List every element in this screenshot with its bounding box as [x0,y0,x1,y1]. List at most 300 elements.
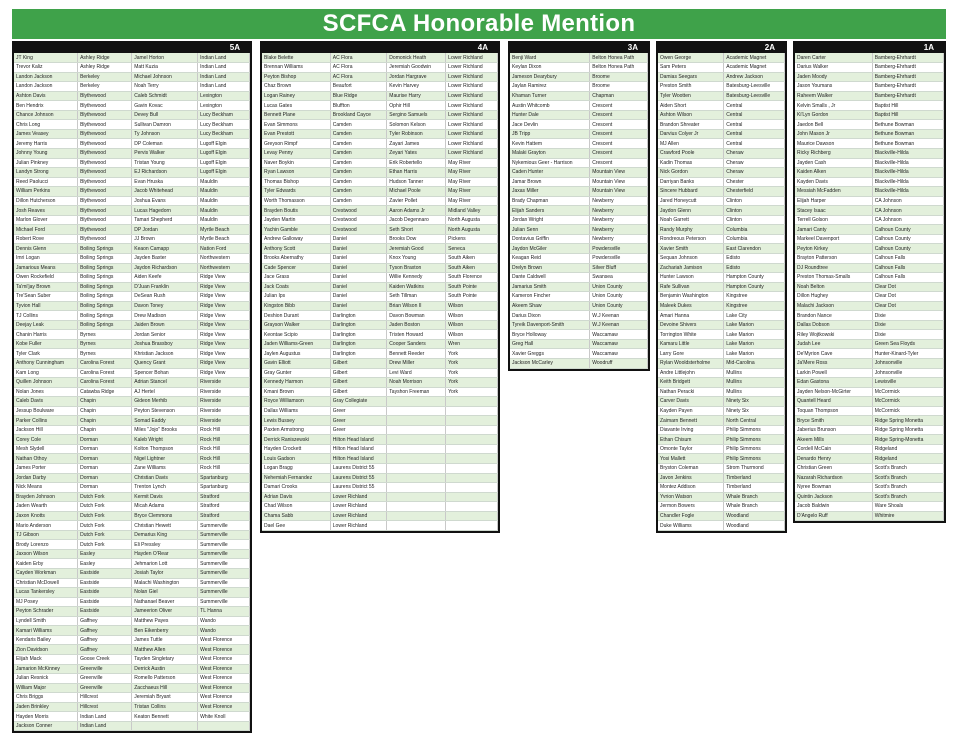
school-name-cell: Blackville-Hilda [872,187,943,197]
table-row [658,359,785,369]
table-row [510,148,648,158]
table-row [795,464,944,474]
school-name-cell: Ridge View [198,330,250,340]
table-row [658,244,785,254]
player-name-cell: Jamarious Means [14,263,78,273]
player-name-cell: Jaden Brinkley [14,702,78,712]
player-name-cell: Reed Paolucci [14,177,78,187]
player-name-cell: Keith Bridgett [658,378,724,388]
table-row [14,597,250,607]
school-name-cell: Pickens [446,234,498,244]
school-name-cell: Daniel [330,282,387,292]
school-name-cell: Summerville [198,530,250,540]
player-name-cell: Derrick Raniszewski [262,435,330,445]
school-name-cell: May River [446,168,498,178]
table-row [795,473,944,483]
player-name-cell: Chris Briggs [14,693,78,703]
school-name-cell: Laurens District 55 [330,483,387,493]
school-name-cell: Calhoun County [872,225,943,235]
school-name-cell: Boiling Springs [78,244,132,254]
table-row [510,339,648,349]
player-name-cell: Tyreik Davenport-Smith [510,320,590,330]
table-row [510,72,648,82]
player-name-cell: Denardo Henry [795,454,872,464]
school-name-cell: Daniel [330,301,387,311]
school-name-cell: Ninety Six [724,397,785,407]
player-name-cell: Aiden Keefe [132,273,198,283]
player-name-cell: Corey Cole [14,435,78,445]
table-row [14,91,250,101]
player-name-cell: Jamari Canty [795,225,872,235]
table-row [262,273,498,283]
player-name-cell: Jared Honeycutt [658,196,724,206]
player-name-cell: Tyler Wootten [658,91,724,101]
table-row [795,483,944,493]
school-name-cell: Summerville [198,588,250,598]
player-name-cell: Adrian Stancel [132,378,198,388]
player-name-cell: Zeyari Yates [387,148,446,158]
school-name-cell: Philip Simmons [724,425,785,435]
school-name-cell: Berkeley [78,82,132,92]
player-name-cell: John Mason Jr [795,129,872,139]
school-name-cell: Carolina Forest [78,368,132,378]
player-name-cell: Tristen Howard [387,330,446,340]
school-name-cell: Boiling Springs [78,292,132,302]
table-row [14,139,250,149]
player-name-cell: Khaman Turner [510,91,590,101]
player-name-cell: Sincere Hubbard [658,187,724,197]
school-name-cell: Academic Magnet [724,53,785,63]
school-name-cell: Lower Richland [446,148,498,158]
school-name-cell: Dorman [78,483,132,493]
player-name-cell: Dante Caldwell [510,273,590,283]
table-row [795,416,944,426]
school-name-cell: Bethune Bowman [872,120,943,130]
player-name-cell: Drew Miller [387,359,446,369]
player-name-cell: Quillen Johnson [14,378,78,388]
player-name-cell: Romello Patterson [132,674,198,684]
table-row [795,253,944,263]
player-name-cell: Jaylen Augustus [262,349,330,359]
player-name-cell: Zion Davidson [14,645,78,655]
player-name-cell: Logan Bragg [262,464,330,474]
player-name-cell: Hunter Dale [510,110,590,120]
player-name-cell: Kendaris Bailey [14,635,78,645]
school-name-cell: Northwestern [198,253,250,263]
table-row [14,530,250,540]
school-name-cell: Philip Simmons [724,454,785,464]
player-name-cell: DP Coleman [132,139,198,149]
player-name-cell: Jordan Senior [132,330,198,340]
table-row [14,664,250,674]
table-row [795,101,944,111]
table-row [658,416,785,426]
school-name-cell: Lower Richland [330,502,387,512]
player-name-cell: Brennan Williams [262,63,330,73]
school-name-cell: Calhoun Falls [872,263,943,273]
school-name-cell: Green Sea Floyds [872,339,943,349]
school-name-cell: Edisto [724,253,785,263]
school-name-cell: Union County [590,301,648,311]
school-name-cell: South Aiken [446,253,498,263]
player-name-cell: Jacob Baldwin [795,502,872,512]
player-name-cell: Xavier Greggs [510,349,590,359]
table-row [14,330,250,340]
table-row [14,148,250,158]
player-name-cell: Quintin Jackson [795,492,872,502]
division-1a-column [793,41,946,523]
player-name-cell: Darius Walker [795,63,872,73]
table-row [262,320,498,330]
player-name-cell: Nazarah Richardson [795,473,872,483]
school-name-cell: Hampton County [724,273,785,283]
player-name-cell: Messiah McFadden [795,187,872,197]
school-name-cell: Newberry [590,225,648,235]
table-row [658,273,785,283]
table-row [795,225,944,235]
table-row [14,158,250,168]
player-name-cell: Nykemious Geer - Harrison [510,158,590,168]
player-name-cell: Jordan Hargrave [387,72,446,82]
player-name-cell [387,492,446,502]
player-name-cell: Imri Logan [14,253,78,263]
player-name-cell [387,464,446,474]
player-name-cell: Peyton Kirkey [795,244,872,254]
table-row [658,521,785,531]
school-name-cell: York [446,387,498,397]
school-name-cell: Carolina Forest [78,378,132,388]
player-name-cell: Josh Reaves [14,206,78,216]
player-name-cell: Jaden Williams-Green [262,339,330,349]
player-name-cell: Eli Pressley [132,540,198,550]
table-row [14,253,250,263]
school-name-cell: Blythewood [78,139,132,149]
table-row [658,120,785,130]
school-name-cell: Riverside [198,378,250,388]
school-name-cell: Riverside [198,406,250,416]
player-name-cell: Nyree Bowman [795,483,872,493]
school-name-cell: Wilson [446,320,498,330]
school-name-cell: South Pointe [446,282,498,292]
school-name-cell: Clear Dot [872,301,943,311]
table-row [510,359,648,369]
player-name-cell: Julian Pinkney [14,158,78,168]
player-name-cell [387,444,446,454]
player-name-cell: Torrington White [658,330,724,340]
table-row [14,234,250,244]
school-name-cell: Wando [198,616,250,626]
school-name-cell: Lower Richland [446,63,498,73]
table-row [795,444,944,454]
player-name-cell: Amari Hanna [658,311,724,321]
table-row [262,129,498,139]
player-name-cell: Nathan Peracki [658,387,724,397]
player-name-cell [387,454,446,464]
school-name-cell: Mullins [724,387,785,397]
school-name-cell: Lower Richland [446,129,498,139]
table-row [795,215,944,225]
table-row [262,368,498,378]
school-name-cell: Clinton [724,215,785,225]
school-name-cell: Mullins [724,368,785,378]
player-name-cell: Ben Hendrix [14,101,78,111]
table-row [14,674,250,684]
table-row [14,559,250,569]
school-name-cell: Lewisville [872,378,943,388]
table-row [262,378,498,388]
table-row [658,215,785,225]
school-name-cell: Crescent [590,129,648,139]
school-name-cell: Whale Branch [724,502,785,512]
player-name-cell: Naver Boykin [262,158,330,168]
player-name-cell: Xavier Smith [658,244,724,254]
school-name-cell: May River [446,187,498,197]
table-row [795,368,944,378]
table-row [658,63,785,73]
table-row [14,387,250,397]
school-name-cell: Gilbert [330,359,387,369]
school-name-cell: AC Flora [330,53,387,63]
school-name-cell: Darlington [330,311,387,321]
player-name-cell: Nathanael Beaver [132,597,198,607]
player-name-cell: Jaden Moody [795,72,872,82]
player-name-cell: Markeel Davenport [795,234,872,244]
school-name-cell: Stratford [198,492,250,502]
school-name-cell: Mullins [724,378,785,388]
school-name-cell: Mauldin [198,206,250,216]
school-name-cell: Camden [330,158,387,168]
table-row [262,196,498,206]
player-name-cell: Andre Littlejohn [658,368,724,378]
player-name-cell: Ashton Wilson [658,110,724,120]
school-name-cell: West Florence [198,635,250,645]
school-name-cell: Belton Honea Path [590,63,648,73]
school-name-cell: Brookland Cayce [330,110,387,120]
school-name-cell: Mountain View [590,168,648,178]
player-name-cell: Dontavius Griffin [510,234,590,244]
school-name-cell: Camden [330,187,387,197]
player-name-cell: Jamel Horton [132,53,198,63]
school-name-cell: Ridge Spring-Monetta [872,435,943,445]
player-name-cell: Jaden Wearth [14,502,78,512]
table-row [510,120,648,130]
player-name-cell: Zacchaeus Hill [132,683,198,693]
player-name-cell: Jermon Bowers [658,502,724,512]
player-name-cell: Nolan Jones [14,387,78,397]
table-row [262,53,498,63]
table-row [510,139,648,149]
school-name-cell: Stratford [198,502,250,512]
school-name-cell: AC Flora [330,63,387,73]
school-name-cell: Clear Dot [872,282,943,292]
player-name-cell: Brayden Boutis [262,206,330,216]
table-row [262,330,498,340]
table-row [658,187,785,197]
table-row [262,483,498,493]
table-row [262,168,498,178]
table-row [14,616,250,626]
player-name-cell: Matthew Payes [132,616,198,626]
school-name-cell: Lake Marion [724,320,785,330]
player-name-cell: Benjamin Washington [658,292,724,302]
school-name-cell: Dutch Fork [78,521,132,531]
table-row [510,158,648,168]
school-name-cell: Ridge Spring Monetta [872,416,943,426]
table-row [262,225,498,235]
table-row [795,72,944,82]
player-name-cell: Dallas Dobson [795,320,872,330]
player-name-cell: Elijah Mack [14,654,78,664]
table-row [262,397,498,407]
school-name-cell: Lugoff Elgin [198,158,250,168]
school-name-cell: Ridge Spring Monetta [872,425,943,435]
player-name-cell: Chance Johnson [14,110,78,120]
player-name-cell: Quency Grant [132,359,198,369]
player-name-cell: Paxten Armstrong [262,425,330,435]
school-name-cell: Darlington [330,330,387,340]
table-row [658,311,785,321]
school-name-cell: Boiling Springs [78,263,132,273]
school-name-cell: West Florence [198,702,250,712]
school-name-cell: Silver Bluff [590,263,648,273]
player-name-cell: Tayden Singletary [132,654,198,664]
school-name-cell: McCormick [872,387,943,397]
honoree-table [262,53,498,531]
player-name-cell: Dillon Hughey [795,292,872,302]
school-name-cell [446,435,498,445]
school-name-cell: Lower Richland [446,72,498,82]
table-row [262,263,498,273]
division-3a-column [508,41,650,371]
school-name-cell: Columbia [724,234,785,244]
player-name-cell: Ethan Chisum [658,435,724,445]
school-name-cell: Calhoun Falls [872,253,943,263]
table-row [795,120,944,130]
school-name-cell: Mauldin [198,196,250,206]
player-name-cell: Maurice Dawson [795,139,872,149]
player-name-cell: MJ Allen [658,139,724,149]
school-name-cell: Blythewood [78,158,132,168]
table-row [262,511,498,521]
player-name-cell: Nick Means [14,483,78,493]
player-name-cell: Parker Collins [14,416,78,426]
player-name-cell: Grayson Walker [262,320,330,330]
player-name-cell: Kaleb Wright [132,435,198,445]
school-name-cell: Mauldin [198,215,250,225]
school-name-cell: Camden [330,139,387,149]
school-name-cell: Blythewood [78,148,132,158]
table-row [262,234,498,244]
player-name-cell: Lewis Bussey [262,416,330,426]
table-row [510,53,648,63]
school-name-cell: Camden [330,120,387,130]
school-name-cell: Blackville-Hilda [872,177,943,187]
school-name-cell: Indian Land [198,82,250,92]
school-name-cell: Camden [330,168,387,178]
table-row [658,91,785,101]
school-name-cell: Union County [590,282,648,292]
division-header: 5A [14,43,250,53]
school-name-cell: Easley [78,549,132,559]
player-name-cell: Ashton Davis [14,91,78,101]
player-name-cell: Jace Grass [262,273,330,283]
player-name-cell: Jaydon Richardson [132,263,198,273]
player-name-cell: Darvius Colyer Jr [658,129,724,139]
player-name-cell: Tyvion Hall [14,301,78,311]
player-name-cell: Demarius King [132,530,198,540]
school-name-cell: Crescent [590,158,648,168]
player-name-cell: Darriyan Banks [658,177,724,187]
school-name-cell: West Florence [198,645,250,655]
school-name-cell: Ware Shoals [872,502,943,512]
school-name-cell: Laurens District 55 [330,464,387,474]
player-name-cell: Chama Sabb [262,511,330,521]
school-name-cell: Indian Land [198,53,250,63]
school-name-cell [446,425,498,435]
player-name-cell: Noah Terry [132,82,198,92]
school-name-cell: Daniel [330,273,387,283]
player-name-cell: Chandler Fogle [658,511,724,521]
player-name-cell: William Major [14,683,78,693]
table-row [14,53,250,63]
player-name-cell [387,502,446,512]
player-name-cell: Kamari Williams [14,626,78,636]
school-name-cell: Gilbert [330,387,387,397]
school-name-cell: Bethune Bowman [872,139,943,149]
school-name-cell: CA Johnson [872,196,943,206]
school-name-cell: Nation Ford [198,244,250,254]
table-row [262,435,498,445]
player-name-cell: Hayden Crockett [262,444,330,454]
school-name-cell: Darlington [330,339,387,349]
table-row [658,206,785,216]
table-row [14,110,250,120]
table-row [795,320,944,330]
table-row [262,416,498,426]
table-row [795,139,944,149]
school-name-cell: Gilbert [330,378,387,388]
player-name-cell: Jeremy Harris [14,139,78,149]
player-name-cell: Royce Williamson [262,397,330,407]
player-name-cell: Ja'Mere Ross [795,359,872,369]
player-name-cell: Elijah Harper [795,196,872,206]
school-name-cell: Boiling Springs [78,301,132,311]
player-name-cell: Kobe Fuller [14,339,78,349]
school-name-cell: Cheraw [724,158,785,168]
school-name-cell: Crestwood [330,206,387,216]
school-name-cell: Wilson [446,301,498,311]
player-name-cell: Julian Ips [262,292,330,302]
table-row [262,101,498,111]
school-name-cell: Newberry [590,206,648,216]
school-name-cell: Lugoff Elgin [198,168,250,178]
school-name-cell: Lower Richland [446,101,498,111]
table-row [262,148,498,158]
school-name-cell: Lower Richland [446,110,498,120]
player-name-cell: Riley Wojtkowski [795,330,872,340]
player-name-cell: Deejay Leak [14,320,78,330]
school-name-cell: Dixie [872,330,943,340]
school-name-cell: Lexington [198,91,250,101]
table-row [510,292,648,302]
school-name-cell: Lower Richland [446,139,498,149]
player-name-cell: Rondreous Peterson [658,234,724,244]
school-name-cell: Clinton [724,196,785,206]
player-name-cell: Bryce Clemmons [132,511,198,521]
table-row [262,120,498,130]
player-name-cell: Omonte Taylor [658,444,724,454]
table-row [795,359,944,369]
